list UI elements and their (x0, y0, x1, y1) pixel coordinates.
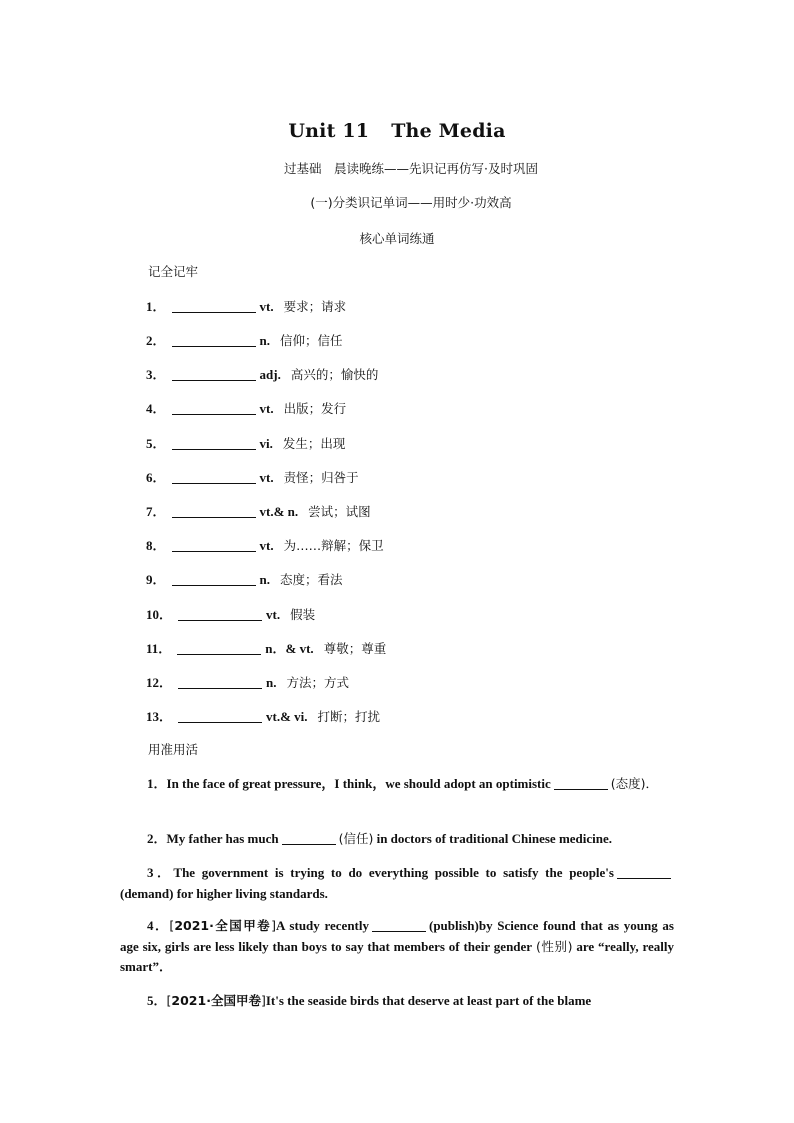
use-label: 用准用活 (148, 742, 199, 757)
answer-blank[interactable] (282, 831, 336, 845)
vocab-item: 4． vt. 出版；发行 (146, 401, 347, 416)
answer-blank[interactable] (178, 708, 262, 723)
unit-number: Unit 11 (288, 120, 370, 142)
subtitle: 过基础 晨读晚练——先识记再仿写·及时巩固 (284, 161, 538, 176)
vocab-item: 8． vt. 为……辩解；保卫 (146, 538, 384, 553)
answer-blank[interactable] (172, 435, 256, 450)
vocab-item: 6． vt. 责怪；归咎于 (146, 470, 359, 485)
unit-topic: The Media (391, 120, 506, 142)
answer-blank[interactable] (172, 537, 256, 552)
answer-blank[interactable] (617, 865, 671, 879)
vocab-item: 3． adj. 高兴的；愉快的 (146, 367, 379, 382)
exam-source: 2021·全国甲卷 (174, 918, 272, 933)
vocab-item: 12． n. 方法；方式 (146, 675, 350, 690)
vocab-item: 7． vt.& n. 尝试；试图 (146, 504, 371, 519)
answer-blank[interactable] (554, 776, 608, 790)
answer-blank[interactable] (178, 674, 262, 689)
answer-blank[interactable] (172, 400, 256, 415)
answer-blank[interactable] (178, 606, 262, 621)
memorize-label: 记全记牢 (148, 264, 199, 279)
exercise-item: 3．The government is trying to do everything possible to satisfy the people's(demand) for higher living standards. (120, 863, 674, 904)
vocab-item: 10． vt. 假装 (146, 607, 316, 622)
vocab-item: 13． vt.& vi. 打断；打扰 (146, 709, 381, 724)
answer-blank[interactable] (172, 503, 256, 518)
part-heading: (一)分类识记单词——用时少·功效高 (310, 195, 512, 210)
exercise-item: 2．My father has much (信任) in doctors of traditional Chinese medicine. (147, 831, 613, 846)
unit-title (0, 120, 794, 142)
section-heading: 核心单词练通 (359, 231, 435, 246)
answer-blank[interactable] (172, 332, 256, 347)
exercise-item: 4．[2021·全国甲卷]A study recently (publish)by Science found that as young as age six, girls are less likely than boys to say that members of their gender (性别) are “really, really smart”． (120, 918, 674, 974)
answer-blank[interactable] (172, 469, 256, 484)
vocab-item: 11． n．& vt. 尊敬；尊重 (146, 641, 387, 656)
exercise-item: 5．[2021·全国甲卷]It's the seaside birds that deserve at least part of the blame (147, 993, 592, 1008)
vocab-item: 1． vt. 要求；请求 (146, 299, 347, 314)
answer-blank[interactable] (177, 640, 261, 655)
answer-blank[interactable] (172, 298, 256, 313)
answer-blank[interactable] (372, 918, 426, 932)
exercise-item: 1．In the face of great pressure，I think，we should adopt an optimistic (态度)． (147, 776, 659, 791)
vocab-item: 9． n. 态度；看法 (146, 572, 343, 587)
exam-source: 2021·全国甲卷 (171, 993, 261, 1008)
answer-blank[interactable] (172, 366, 256, 381)
vocab-item: 5． vi. 发生；出现 (146, 436, 346, 451)
answer-blank[interactable] (172, 571, 256, 586)
vocab-item: 2． n. 信仰；信任 (146, 333, 343, 348)
